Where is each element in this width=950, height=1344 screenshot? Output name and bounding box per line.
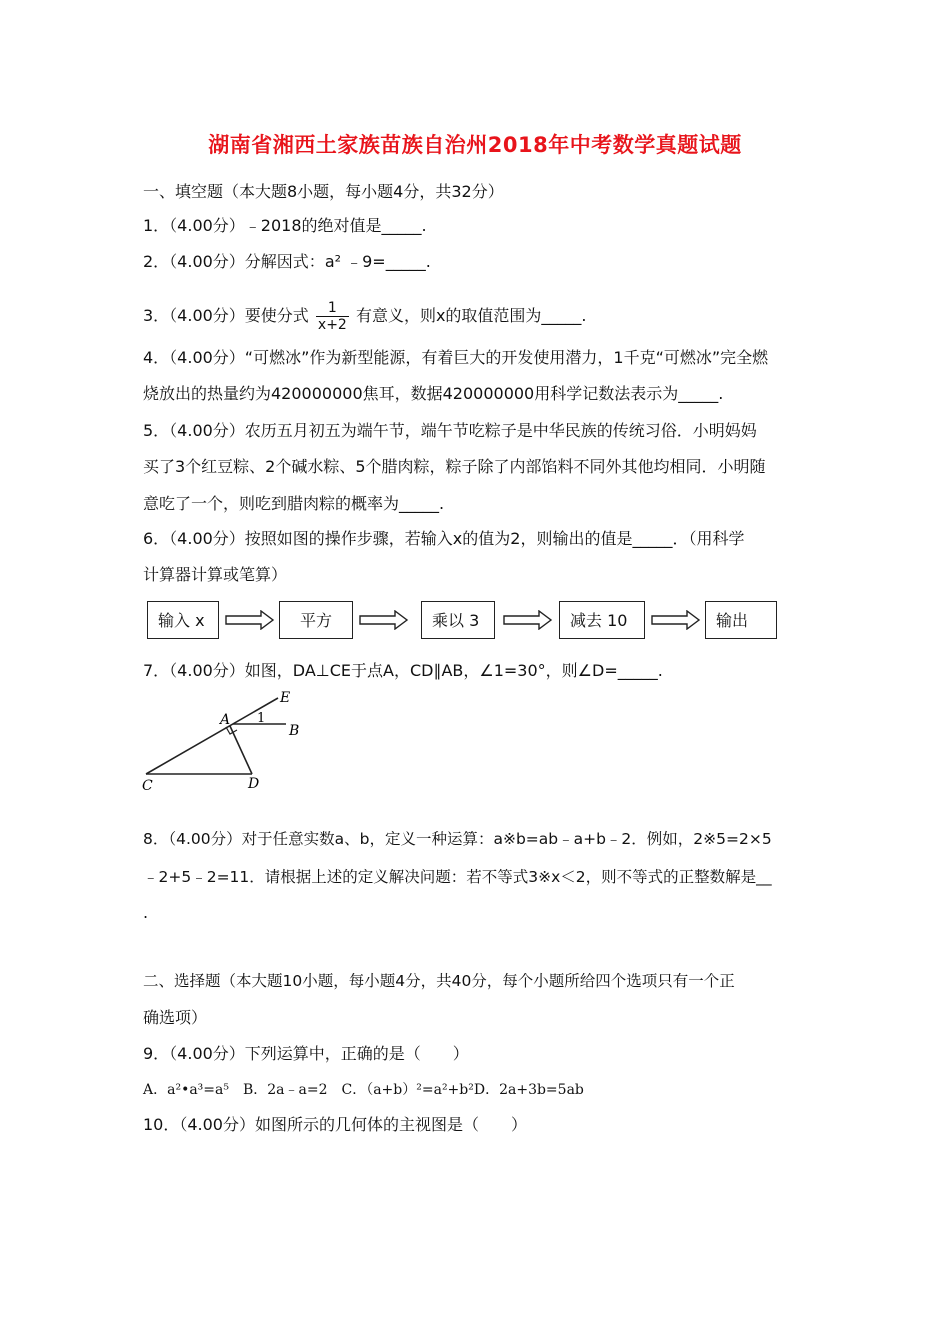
flow-arrow-icon: [651, 610, 701, 630]
question-1: 1．（4.00分）﹣2018的绝对值是_____.: [143, 216, 427, 235]
question-7: 7．（4.00分）如图，DA⊥CE于点A，CD∥AB，∠1=30°，则∠D=_____.: [143, 661, 663, 680]
question-5-line-3: 意吃了一个，则吃到腊肉粽的概率为_____.: [143, 494, 445, 513]
question-8-line-3: .: [143, 903, 149, 922]
label-angle-1: 1: [257, 711, 266, 726]
label-a: A: [220, 712, 231, 728]
question-2: [143, 251, 431, 273]
fraction-numerator: 1: [316, 300, 349, 317]
page-title: 湖南省湘西土家族苗族自治州2018年中考数学真题试题: [208, 133, 742, 157]
question-6-line-1: 6．（4.00分）按照如图的操作步骤，若输入x的值为2，则输出的值是_____．（用科学: [143, 529, 745, 548]
question-5-line-2: 买了3个红豆粽、2个碱水粽、5个腊肉粽，粽子除了内部馅料不同外其他均相同．小明随: [143, 457, 766, 476]
question-8-line-2: ﹣2+5﹣2=11．请根据上述的定义解决问题：若不等式3※x＜2，则不等式的正整数解是__: [143, 868, 772, 886]
flow-step-subtract: 减去 10: [559, 601, 645, 639]
question-2-expression: a² ﹣9=_____.: [324, 252, 431, 271]
section-2-heading-line-2: 确选项）: [143, 1008, 208, 1027]
label-e: E: [280, 690, 291, 706]
question-3-prefix: 3．（4.00分）要使分式: [143, 306, 309, 325]
flow-step-output: 输出: [705, 601, 777, 639]
question-4-line-1: 4．（4.00分）“可燃冰”作为新型能源，有着巨大的开发使用潜力，1千克“可燃冰”完全燃: [143, 348, 769, 367]
question-9: 9．（4.00分）下列运算中，正确的是（ ）: [143, 1044, 469, 1063]
question-8-line-1: 8．（4.00分）对于任意实数a、b，定义一种运算：a※b=ab﹣a+b﹣2．例如，2※5=2×5: [143, 830, 772, 848]
flow-arrow-icon: [225, 610, 275, 630]
flow-step-input: 输入 x: [147, 601, 219, 639]
line-ce: [146, 698, 278, 774]
question-3-suffix: 有意义，则x的取值范围为_____.: [355, 306, 587, 325]
flow-arrow-icon: [359, 610, 409, 630]
line-da: [230, 726, 252, 774]
question-3: [143, 300, 587, 333]
question-4-line-2: 烧放出的热量约为420000000焦耳，数据420000000用科学记数法表示为_____.: [143, 384, 724, 403]
question-6-line-2: 计算器计算或笔算）: [143, 565, 288, 584]
question-9-options: A．a²•a³=a⁵ B．2a﹣a=2 C．（a+b）²=a²+b²D．2a+3b=5ab: [143, 1082, 584, 1098]
section-2-heading-line-1: 二、选择题（本大题10小题，每小题4分，共40分，每个小题所给四个选项只有一个正: [143, 972, 735, 990]
flow-step-square: 平方: [279, 601, 353, 639]
label-b: B: [289, 723, 300, 739]
operation-flowchart: [147, 601, 807, 641]
geometry-figure: [138, 686, 318, 794]
question-10: 10．（4.00分）如图所示的几何体的主视图是（ ）: [143, 1115, 527, 1134]
question-5-line-1: 5．（4.00分）农历五月初五为端午节，端午节吃粽子是中华民族的传统习俗．小明妈妈: [143, 421, 757, 440]
fraction: [316, 300, 349, 333]
fraction-denominator: x+2: [317, 317, 347, 333]
label-d: D: [248, 776, 260, 792]
question-2-prefix: 2．（4.00分）分解因式：: [143, 252, 325, 271]
flow-arrow-icon: [503, 610, 553, 630]
section-1-heading: 一、填空题（本大题8小题，每小题4分，共32分）: [143, 182, 504, 201]
label-c: C: [142, 778, 153, 794]
flow-step-multiply: 乘以 3: [421, 601, 495, 639]
